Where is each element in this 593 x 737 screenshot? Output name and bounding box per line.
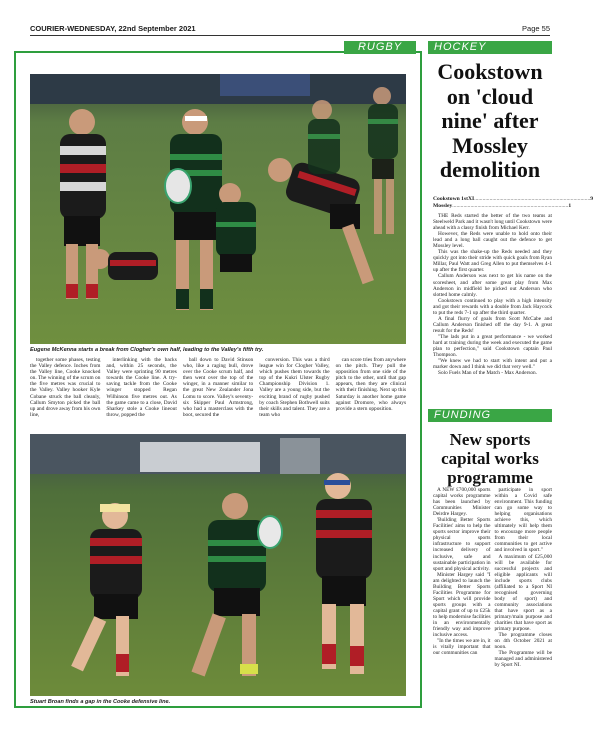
hockey-paragraph: Cookstown continued to play with a high intensity and got their rewards with a double from Jack Haycock to put the reds 7-1 up after the third quarter. bbox=[433, 297, 552, 316]
hockey-paragraph: However, the Reds were unable to hold onto their lead and a long ball caught out the defence to get Mossley level. bbox=[433, 231, 552, 250]
funding-column-1 bbox=[433, 487, 491, 707]
rugby-article bbox=[30, 357, 406, 431]
rugby-article-column-3: ball down to David Stinson who, like a raging bull, drove over the Cooke scrum half, and then went over the top of the winger, in a manner similar to the great New Zealander Jona Lomu to score. Valley's seventy-six Skipper Paul Armstrong, who had a masterclass with the boot, secured the bbox=[182, 357, 254, 418]
score-row-home bbox=[433, 196, 593, 203]
rugby-article-column-2: interlinking with the backs and, within 25 seconds, the Valley were sprinting 90 metres towards the Cooke line. A try-saving tackle from the Cooke winger stopped Regan Wilhinson five metres out. As the game came to a close, David Sharkey stole a Cooke lineout throw, popped the bbox=[106, 357, 177, 418]
funding-paragraph: A NEW £700,000 sports capital works programme has been launched by Communities Minister Deirdre Hargey. bbox=[433, 487, 491, 518]
score-leader: ................................................................................... bbox=[474, 196, 591, 202]
hockey-article bbox=[433, 213, 552, 405]
publication-date: COURIER-WEDNESDAY, 22nd September 2021 bbox=[30, 24, 196, 33]
score-team: Mossley bbox=[433, 202, 453, 209]
hockey-paragraph: "The lads put in a great performance - we worked hard at training during the week and executed the game plan to perfection," said Cookstown captain Paul Thompson. bbox=[433, 333, 552, 359]
score-row-away bbox=[433, 202, 572, 210]
funding-paragraph: A maximum of £25,000 will be available for successful projects and eligible applicants will include sports clubs (affiliated to a Sport NI recognised governing body of sport) and community associations that have sport as a primary/main purpose and charities that have sport as primary purpose. bbox=[494, 553, 552, 633]
hockey-paragraph: "We knew we had to start with intent and put a marker down and I think we did that very well." bbox=[433, 358, 552, 371]
score-value: 9 bbox=[590, 196, 593, 202]
masthead-rule bbox=[30, 35, 550, 36]
hockey-paragraph: Solo Fuels Man of the Match - Max Anderson. bbox=[438, 370, 538, 377]
rugby-article-column-5: can score tries from anywhere on the pitch. They pull the opposition from one side of the pitch to the other, until that gap appears, then they are clinical with their finishing. Next up this Saturday is another home game against Dromore, who always provide a stern opposition. bbox=[335, 357, 407, 412]
hockey-scoreline bbox=[433, 196, 593, 209]
score-value: 1 bbox=[568, 202, 572, 209]
funding-paragraph: The Programme will be managed and administered by Sport NI. bbox=[494, 650, 552, 669]
hockey-paragraph: A final flurry of goals from Scott McCabe and Callum Anderson finished off the day 9-1. A great result for the Reds! bbox=[433, 315, 552, 334]
funding-column-2 bbox=[495, 487, 553, 707]
funding-article bbox=[433, 487, 552, 707]
hockey-paragraph: Callum Anderson was next to get his name on the scoresheet, and after some great play from Max Anderson in midfield he picked out Anderson who slotted home calmly. bbox=[433, 273, 552, 298]
funding-paragraph: "In the times we are in, it is vitally important that our communities can bbox=[433, 638, 491, 657]
rugby-article-column-4: conversion. This was a third league win for Clogher Valley, which pushes them towards the top of the Kukri Ulster Rugby Championship Division 1. Valley are a young side, but the exciting brand of rugby pushed by coach Stephen Bothwell suits their skills and talent. They are a team who bbox=[259, 357, 330, 418]
rugby-article-column-1: together some phases, testing the Valley defence. Inches from the Valley line, Cooke knocked on. The winning of the scrum on the five metres was crucial to the Valley. Valley hooker Kyle Cobane struck the ball cleanly, Callum Smyton picked the ball up and drove away from his own line, bbox=[30, 357, 101, 418]
funding-paragraph: participate in sport within a Covid safe environment. This funding can go some way to helping organisations achieve this, which ultimately will help them to encourage more people from their local communities to get active and involved in sport." bbox=[494, 487, 552, 554]
section-label-rugby: RUGBY bbox=[344, 41, 416, 54]
section-label-hockey: HOCKEY bbox=[428, 41, 552, 54]
score-leader: ................................................................................... bbox=[452, 202, 569, 209]
rugby-photo-2-caption: Stuart Broan finds a gap in the Cooke defensive line. bbox=[30, 699, 171, 705]
funding-paragraph: The programme closes on 4th October 2021 at noon. bbox=[494, 632, 552, 651]
hockey-paragraph: This was the shake-up the Reds needed and they quickly got into their stride with quick goals from Ryan Millar, Paul Watt and Greg Allen to put themselves 4-1 up after the first quarter. bbox=[433, 249, 552, 274]
hockey-headline: Cookstown on 'cloud nine' after Mossley demolition bbox=[437, 59, 543, 182]
rugby-photo-2 bbox=[30, 434, 406, 696]
masthead bbox=[30, 22, 550, 36]
funding-paragraph: 'Building Better Sports Facilities' aims to help the sports sector improve their physical sports infrastructure to support increased delivery of inclusive, safe and sustainable participation in sport and physical activity. bbox=[433, 517, 491, 572]
rugby-photo-1 bbox=[30, 74, 406, 344]
rugby-photo-1-caption: Eugene McKenna starts a break from Clogher's own half, leading to the Valley's fifth try. bbox=[30, 347, 264, 353]
funding-paragraph: Minister Hargey said "I am delighted to launch the Building Better Sports Facilities Programme for Sport which will provide sports groups with a capital grant of up to £25k to help modernise facilities in an environmentally friendly way and improve inclusive access. bbox=[433, 571, 491, 639]
page-number: Page 55 bbox=[522, 24, 550, 33]
section-label-funding: FUNDING bbox=[428, 409, 552, 422]
score-team: Cookstown 1stXI bbox=[433, 196, 475, 202]
funding-headline: New sports capital works programme bbox=[441, 430, 539, 487]
hockey-paragraph: THE Reds started the better of the two teams at Steelweld Park and it wasn't long until Cookstown were ahead with a classy finish from Michael Kerr. bbox=[433, 213, 552, 232]
